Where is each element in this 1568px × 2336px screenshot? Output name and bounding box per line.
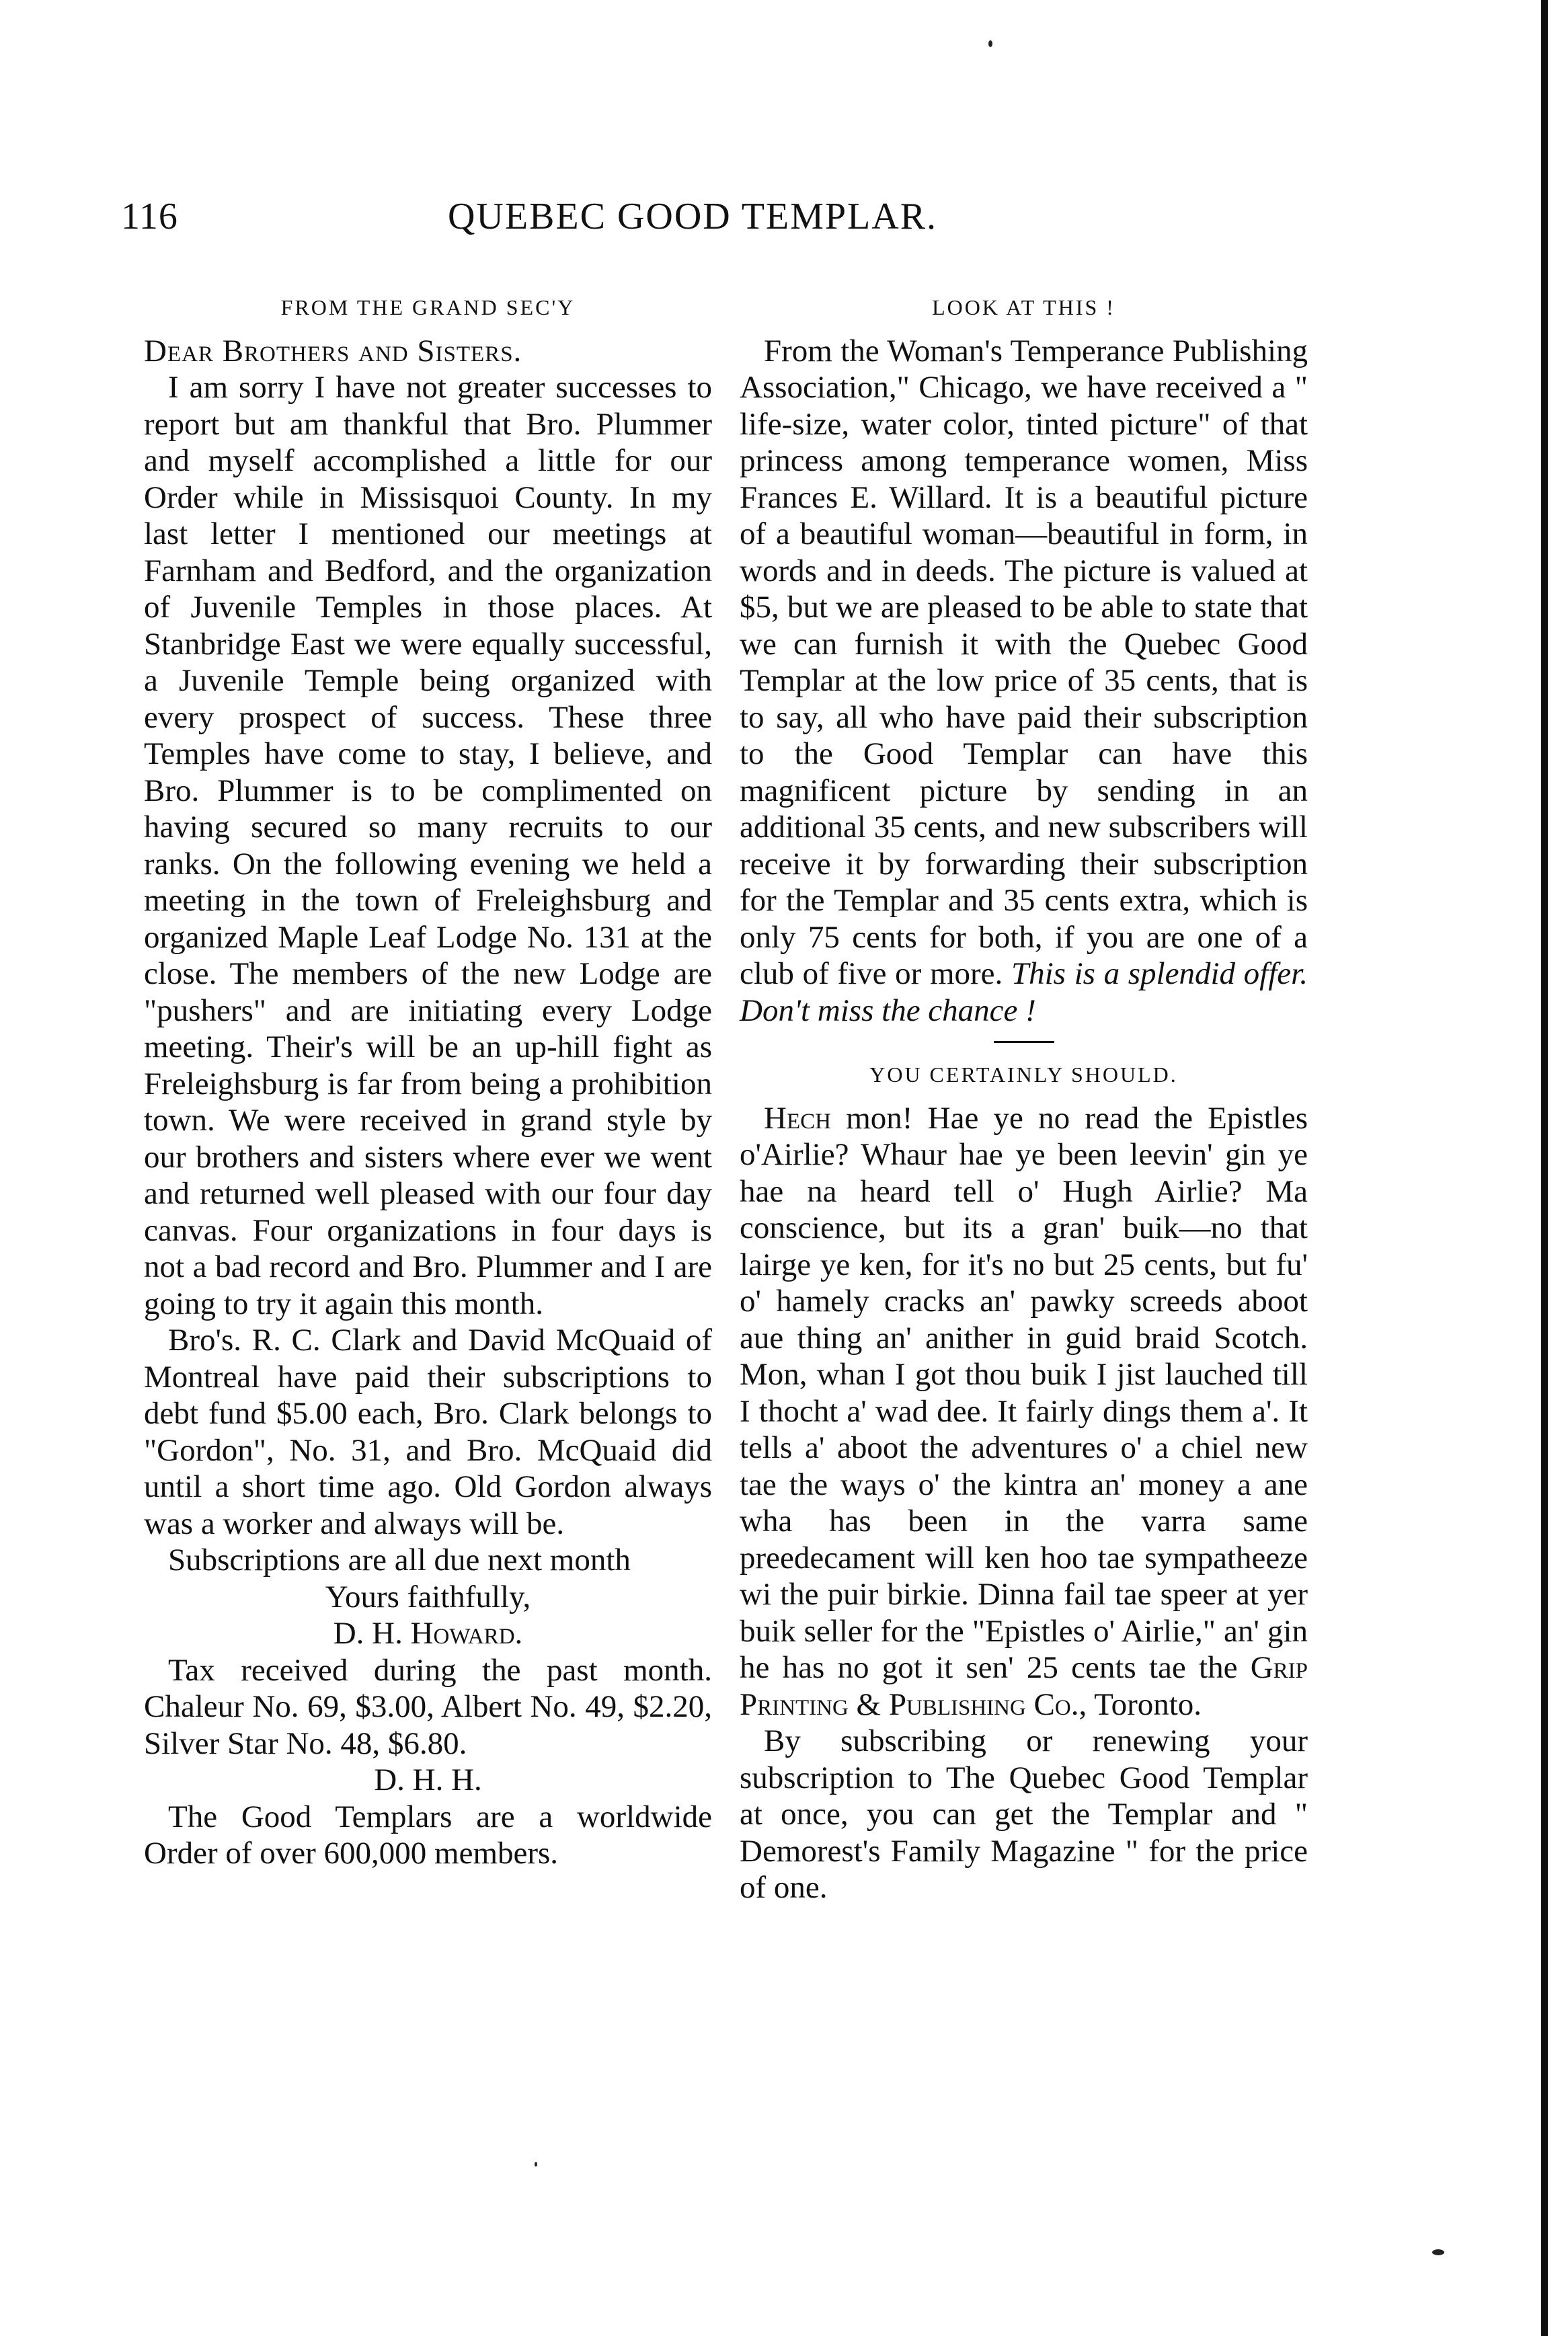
publisher-name: Grip Printing & Publishing Co. — [740, 1650, 1308, 1722]
paragraph: By subscribing or renewing your subscription to The Quebec Good Templar at once, you can get the Templar and " Demorest's Family Magazine " for the price of one. — [740, 1723, 1308, 1905]
paragraph — [740, 333, 1308, 1029]
article-heading-grand-secy: FROM THE GRAND SEC'Y — [280, 295, 576, 319]
left-column — [144, 289, 712, 1872]
signature: D. H. Howard. — [333, 1616, 523, 1651]
offer-emphasis: This is a splendid offer. Don't miss the chance ! — [740, 956, 1308, 1028]
paragraph-text: mon! Hae ye no read the Epistles o'Airlie? Whaur hae ye been leevin' gin ye hae na heard tell o' Hugh Airlie? Ma conscience, but its a gran' buik—no that lairge ye ken, for it's no but 25 cents, but fu' o' hamely cracks an' pawky screeds aboot aue thing an' anither in guid braid Scotch. Mon, whan I got thou buik I jist lauched till I thocht a' wad dee. It fairly dings them a'. It tells a' aboot the adventures o' a chiel new tae the ways o' the kintra an' money a ane wha has been in the varra same preedecament will ken hoo tae sympatheeze wi the puir birkie. Dinna fail tae speer at yer buik seller for the "Epistles o' Airlie," an' gin he has no got it sen' 25 cents tae the — [740, 1100, 1308, 1685]
page-edge-shadow — [1541, 0, 1548, 2336]
running-title: QUEBEC GOOD TEMPLAR. — [447, 196, 938, 237]
paragraph-text: From the Woman's Temperance Publishing Association," Chicago, we have received a " life-size, water color, tinted picture" of that princess among temperance women, Miss Frances E. Willard. It is a beautiful picture of a beautiful woman—beautiful in form, in words and in deeds. The picture is valued at $5, but we are pleased to be able to state that we can furnish it with the Quebec Good Templar at the low price of 35 cents, that is to say, all who have paid their subscription to the Good Templar can have this magnificent picture by sending in an additional 35 cents, and new subscribers will receive it by forwarding their subscription for the Templar and 35 cents extra, which is only 75 cents for both, if you are one of a club of five or more. — [740, 333, 1308, 991]
paragraph: Tax received during the past month. Chaleur No. 69, $3.00, Albert No. 49, $2.20, Silver Star No. 48, $6.80. — [144, 1652, 712, 1761]
page-header — [121, 195, 1345, 249]
closing: Yours faithfully, — [325, 1579, 531, 1614]
initials: D. H. H. — [374, 1762, 482, 1797]
paragraph-end: , Toronto. — [1079, 1686, 1202, 1722]
ink-speck — [535, 2162, 537, 2167]
ink-speck — [1432, 2249, 1444, 2255]
paragraph: I am sorry I have not greater successes to report but am thankful that Bro. Plummer and myself accomplished a little for our Order while in Missisquoi County. In my last letter I mentioned our meetings at Farnham and Bedford, and the organization of Juvenile Temples in those places. At Stanbridge East we were equally successful, a Juvenile Temple being organized with every prospect of success. These three Temples have come to stay, I believe, and Bro. Plummer is to be complimented on having secured so many recruits to our ranks. On the following evening we held a meeting in the town of Freleighsburg and organized Maple Leaf Lodge No. 131 at the close. The members of the new Lodge are "pushers" and are initiating every Lodge meeting. Their's will be an up-hill fight as Freleighsburg is far from being a prohibition town. We were received in grand style by our brothers and sisters where ever we went and returned well pleased with our four day canvas. Four organizations in four days is not a bad record and Bro. Plummer and I are going to try it again this month. — [144, 370, 712, 1321]
paragraph: The Good Templars are a worldwide Order of over 600,000 members. — [144, 1799, 712, 1871]
ink-speck — [988, 40, 992, 47]
section-divider — [994, 1041, 1054, 1043]
paragraph: Bro's. R. C. Clark and David McQuaid of Montreal have paid their subscriptions to debt fund $5.00 each, Bro. Clark belongs to "Gordon", No. 31, and Bro. McQuaid did until a short time ago. Old Gordon always was a worker and always will be. — [144, 1323, 712, 1541]
article-heading-look-at-this: LOOK AT THIS ! — [932, 295, 1115, 319]
article-heading-you-certainly-should: YOU CERTAINLY SHOULD. — [869, 1062, 1178, 1087]
paragraph — [740, 1100, 1308, 1723]
salutation: Dear Brothers and Sisters. — [144, 333, 522, 368]
paragraph: Subscriptions are all due next month — [168, 1543, 631, 1578]
page-number: 116 — [121, 196, 178, 237]
lead-word: Hech — [764, 1100, 831, 1136]
right-column — [740, 289, 1308, 1906]
